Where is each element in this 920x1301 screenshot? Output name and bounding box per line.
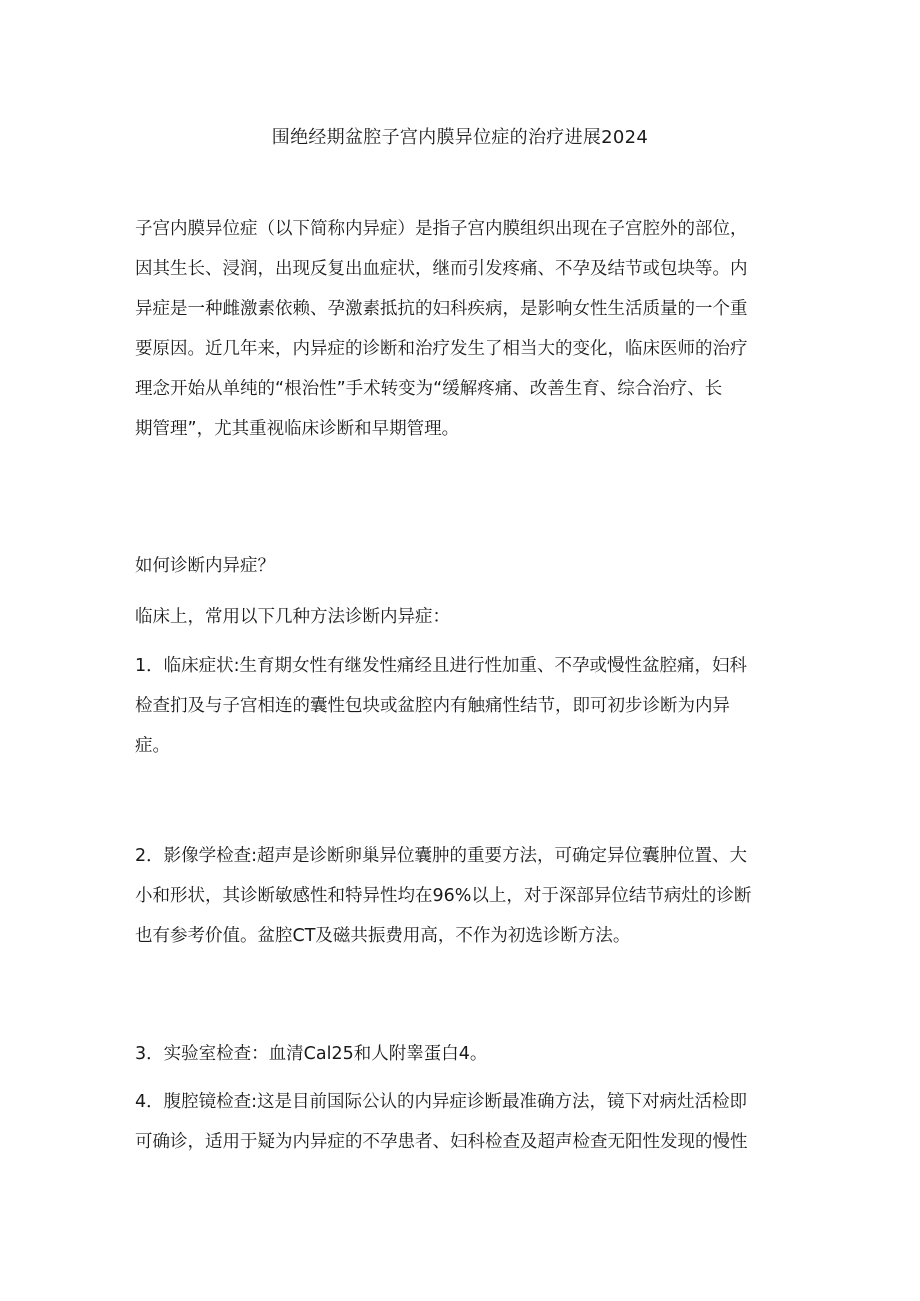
list-item-line: 也有参考价值。盆腔CT及磁共振费用高，不作为初选诊断方法。 bbox=[135, 926, 631, 946]
document-title: 围绝经期盆腔子宫内膜异位症的治疗进展2024 bbox=[271, 127, 649, 148]
list-item-clinical-symptoms bbox=[135, 646, 790, 766]
list-item-imaging bbox=[135, 836, 790, 956]
paragraph-line: 异症是一种雌激素依赖、孕激素抵抗的妇科疾病，是影响女性生活质量的一个重 bbox=[135, 299, 748, 319]
paragraph-line: 子宫内膜异位症（以下简称内异症）是指子宫内膜组织出现在子宫腔外的部位， bbox=[135, 219, 748, 239]
list-item-line: 小和形状，其诊断敏感性和特异性均在96%以上，对于深部异位结节病灶的诊断 bbox=[135, 886, 752, 906]
list-item-line: 检查扪及与子宫相连的囊性包块或盆腔内有触痛性结节，即可初步诊断为内异 bbox=[135, 696, 730, 716]
section-question bbox=[135, 546, 790, 586]
methods-intro bbox=[135, 597, 790, 637]
paragraph-line: 期管理”，尤其重视临床诊断和早期管理。 bbox=[135, 419, 460, 439]
list-item-line: 4．腹腔镜检查:这是目前国际公认的内异症诊断最准确方法，镜下对病灶活检即 bbox=[135, 1092, 748, 1112]
list-item-line: 症。 bbox=[135, 736, 170, 756]
list-item-laparoscopy bbox=[135, 1082, 790, 1162]
list-item-line: 3．实验室检查：血清Cal25和人附睾蛋白4。 bbox=[135, 1044, 488, 1064]
list-item-line: 2．影像学检查:超声是诊断卵巢异位囊肿的重要方法，可确定异位囊肿位置、大 bbox=[135, 846, 748, 866]
paragraph-line: 理念开始从单纯的“根治性”手术转变为“缓解疼痛、改善生育、综合治疗、长 bbox=[135, 379, 723, 399]
list-item-line: 1．临床症状:生育期女性有继发性痛经且进行性加重、不孕或慢性盆腔痛，妇科 bbox=[135, 656, 748, 676]
list-item-lab-tests bbox=[135, 1034, 790, 1074]
list-item-line: 可确诊，适用于疑为内异症的不孕患者、妇科检查及超声检查无阳性发现的慢性 bbox=[135, 1132, 748, 1152]
intro-paragraph bbox=[135, 209, 790, 449]
question-heading: 如何诊断内异症？ bbox=[135, 556, 275, 576]
methods-intro-text: 临床上，常用以下几种方法诊断内异症： bbox=[135, 607, 450, 627]
paragraph-line: 要原因。近几年来，内异症的诊断和治疗发生了相当大的变化，临床医师的治疗 bbox=[135, 339, 748, 359]
paragraph-line: 因其生长、浸润，出现反复出血症状，继而引发疼痛、不孕及结节或包块等。内 bbox=[135, 259, 748, 279]
